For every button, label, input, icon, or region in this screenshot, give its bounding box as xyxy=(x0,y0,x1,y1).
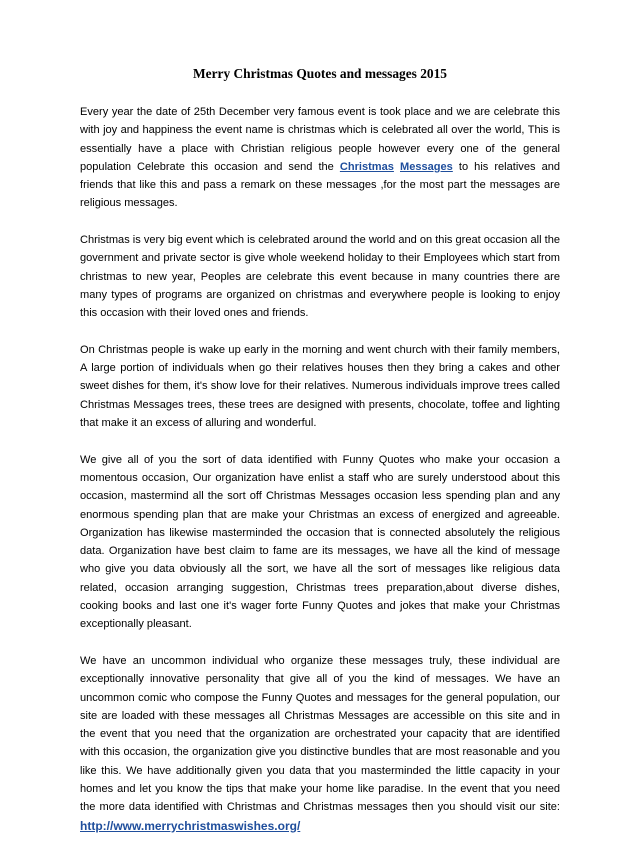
document-page xyxy=(80,66,560,854)
paragraph-5 xyxy=(80,652,560,836)
website-url-link[interactable]: http://www.merrychristmaswishes.org/ xyxy=(80,818,301,833)
christmas-link[interactable]: Christmas xyxy=(339,160,394,173)
paragraph-1 xyxy=(80,103,560,213)
paragraph-1-text-end: to his relatives and friends that like this and pass a remark on these messages ,for the most part the messages are religious messages. xyxy=(80,160,560,210)
paragraph-5-text: We have an uncommon individual who organize these messages truly, these individual are exceptionally innovative personality that give all of you the kind of messages. We have an uncommon comic who compose the Funny Quotes and messages for the general population, our site are loaded with these messages all Christmas Messages are accessible on this site and in the event that you need that the organization are orchestrated your capacity that are identified with this occasion, the organization give you distinctive bundles that are most reasonable and you like this. We have additionally given you data that you masterminded the little capacity in your homes and let you know the tips that make your home like paradise. In the event that you need the more data identified with Christmas and Christmas messages then you should visit our site: xyxy=(80,654,560,814)
paragraph-2: Christmas is very big event which is celebrated around the world and on this great occasion all the government and private sector is give whole weekend holiday to their Employees which start from christmas to new year, Peoples are celebrate this event because in many countries there are many types of programs are organized on christmas and everywhere people is looking to enjoy this occasion with their loved ones and friends. xyxy=(80,234,560,320)
paragraph-3: On Christmas people is wake up early in the morning and went church with their family members, A large portion of individuals when go their relatives houses then they bring a cakes and other sweet dishes for them, it's show love for their relatives. Numerous individuals improve trees called Christmas Messages trees, these trees are designed with presents, chocolate, toffee and lighting that make it an excess of alluring and wonderful. xyxy=(80,343,560,430)
paragraph-4: We give all of you the sort of data identified with Funny Quotes who make your occasion a momentous occasion, Our organization have enlist a staff who are surely understood about this occasion, mastermind all the sort off Christmas Messages occasion less spending plan and any enormous spending plan that are make your Christmas an excess of energized and agreeable. Organization has likewise masterminded the occasion that is connected absolutely the religious data. Organization have best claim to fame are its messages, we have all the kind of message who give you data obviously all the sort, we have all the sort of messages like religious data related, occasion arranging suggestion, Christmas trees preparation,about diverse dishes, cooking books and last one it's wager forte Funny Quotes and jokes that make your Christmas exceptionally pleasant. xyxy=(80,453,560,631)
document-title: Merry Christmas Quotes and messages 2015 xyxy=(192,66,448,81)
messages-link[interactable]: Messages xyxy=(400,160,453,173)
paragraph-1-text-start: Every year the date of 25th December very famous event is took place and we are celebrate this with joy and happiness the event name is christmas which is celebrated all over the world, This is essentially have a place with Christian religious people however every one of the general population Celebrate this occasion and send the xyxy=(80,106,560,173)
